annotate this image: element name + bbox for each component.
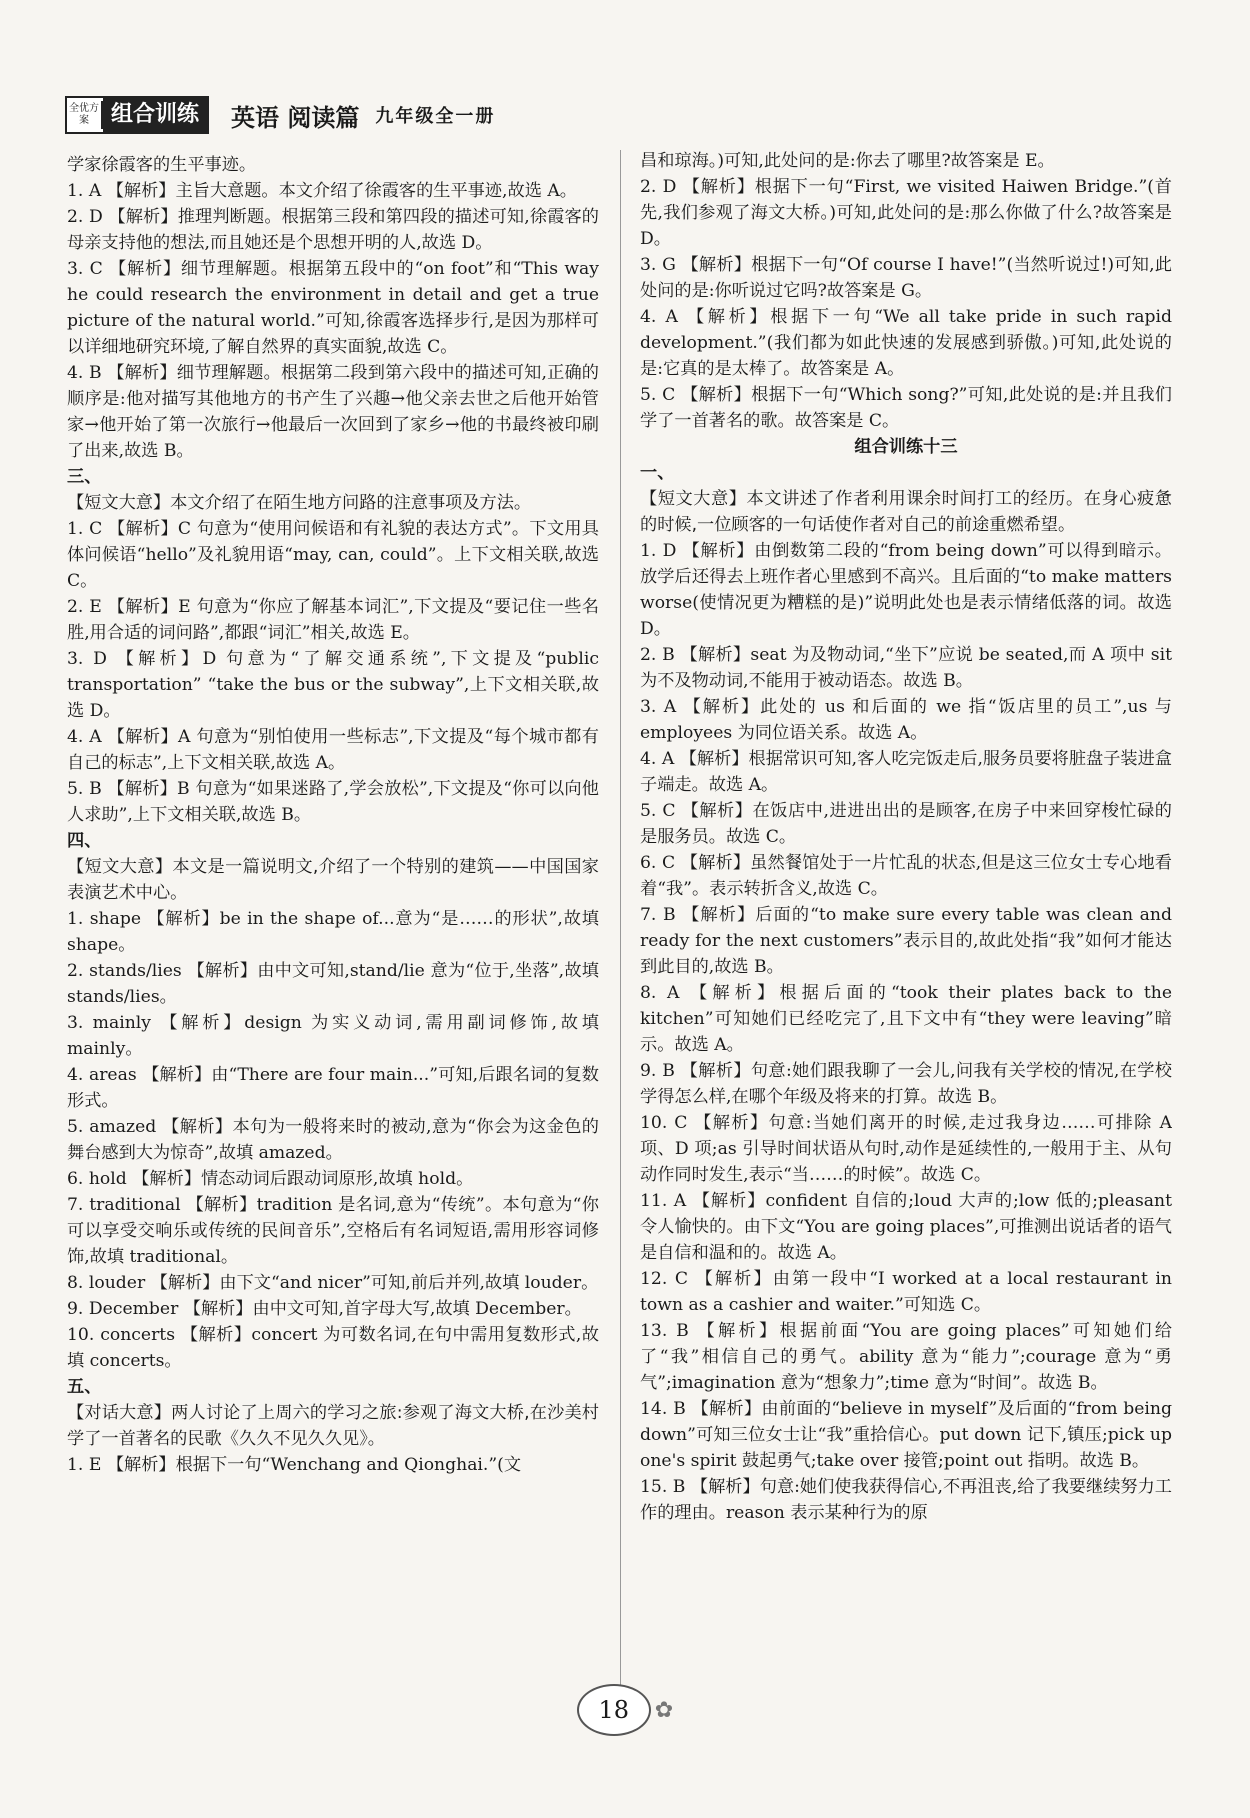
answer-item: 3. mainly 【解析】design 为实义动词,需用副词修饰,故填 mainly。 [67,1013,599,1059]
answer-item: 4. A 【解析】A 句意为“别怕使用一些标志”,下文提及“每个城市都有自己的标志”,上下文相关联,故选 A。 [67,727,599,773]
subject-title: 英语 阅读篇 [231,103,360,132]
answer-item: 3. C 【解析】细节理解题。根据第五段中的“on foot”和“This way he could research the environment in detail and get a true picture of the natural world.”可知,徐霞客选择步行,是因为那样可以详细地研究环境,了解自然界的真实面貌,故选 C。 [67,259,599,357]
answer-item: 7. B 【解析】后面的“to make sure every table was clean and ready for the next customers”表示目的,故此处指“我”如何才能达到此目的,故选 B。 [640,905,1172,977]
answer-item: 3. D 【解析】D 句意为“了解交通系统”,下文提及“public transportation” “take the bus or the subway”,上下文相关联,故选 D。 [67,649,599,721]
section-heading: 四、 [67,831,102,851]
answer-item: 9. B 【解析】句意:她们跟我聊了一会儿,问我有关学校的情况,在学校学得怎么样,在哪个年级及将来的打算。故选 B。 [640,1061,1172,1107]
answer-item: 8. louder 【解析】由下文“and nicer”可知,前后并列,故填 louder。 [67,1273,599,1293]
answer-item: 4. A 【解析】根据常识可知,客人吃完饭走后,服务员要将脏盘子装进盒子端走。故选 A。 [640,749,1172,795]
answer-item: 13. B 【解析】根据前面“You are going places”可知她们给了“我”相信自己的勇气。ability 意为“能力”;courage 意为“勇气”;imagination 意为“想象力”;time 意为“时间”。故选 B。 [640,1321,1172,1393]
answer-item: 5. C 【解析】根据下一句“Which song?”可知,此处说的是:并且我们学了一首著名的歌。故答案是 C。 [640,385,1172,431]
answer-item: 1. shape 【解析】be in the shape of...意为“是……的形状”,故填 shape。 [67,909,599,955]
answer-item: 6. C 【解析】虽然餐馆处于一片忙乱的状态,但是这三位女士专心地看着“我”。表示转折含义,故选 C。 [640,853,1172,899]
page-header [65,95,625,135]
right-column [640,148,1172,1678]
answer-item: 1. D 【解析】由倒数第二段的“from being down”可以得到暗示。放学后还得去上班作者心里感到不高兴。且后面的“to make matters worse(使情况更为糟糕的是)”说明此处也是表示情绪低落的词。故选 D。 [640,541,1172,639]
answer-item: 1. C 【解析】C 句意为“使用问候语和有礼貌的表达方式”。下文用具体问候语“hello”及礼貌用语“may, can, could”。上下文相关联,故选 C。 [67,519,599,591]
brand-logo [65,96,209,134]
column-divider [620,150,621,1685]
answer-item: 5. amazed 【解析】本句为一般将来时的被动,意为“你会为这金色的舞台感到大为惊奇”,故填 amazed。 [67,1117,599,1163]
brand-main-label: 组合训练 [103,98,207,132]
answer-item: 5. B 【解析】B 句意为“如果迷路了,学会放松”,下文提及“你可以向他人求助”,上下文相关联,故选 B。 [67,779,599,825]
answer-item: 12. C 【解析】由第一段中“I worked at a local restaurant in town as a cashier and waiter.”可知选 C。 [640,1269,1172,1315]
brand-small-label: 全优方案 [67,101,103,129]
page-number: 18 [577,1684,651,1736]
answer-item: 15. B 【解析】句意:她们使我获得信心,不再沮丧,给了我要继续努力工作的理由。reason 表示某种行为的原 [640,1477,1172,1523]
section-heading: 三、 [67,467,102,487]
answer-item: 6. hold 【解析】情态动词后跟动词原形,故填 hold。 [67,1169,474,1189]
answer-item: 1. A 【解析】主旨大意题。本文介绍了徐霞客的生平事迹,故选 A。 [67,181,577,201]
grade-label: 九年级全一册 [375,106,496,127]
answer-item: 3. A 【解析】此处的 us 和后面的 we 指“饭店里的员工”,us 与 employees 为同位语关系。故选 A。 [640,697,1172,743]
answer-item: 1. E 【解析】根据下一句“Wenchang and Qionghai.”(文 [67,1455,522,1475]
answer-item: 2. B 【解析】seat 为及物动词,“坐下”应说 be seated,而 A 项中 sit 为不及物动词,不能用于被动语态。故选 B。 [640,645,1172,691]
answer-item: 10. C 【解析】句意:当她们离开的时候,走过我身边……可排除 A 项、D 项;as 引导时间状语从句时,动作是延续性的,一般用于主、从句动作同时发生,表示“当……的时候”。故选 C。 [640,1113,1172,1185]
answer-item: 3. G 【解析】根据下一句“Of course I have!”(当然听说过!)可知,此处问的是:你听说过它吗?故答案是 G。 [640,255,1172,301]
summary-text: 【对话大意】两人讨论了上周六的学习之旅:参观了海文大桥,在沙美村学了一首著名的民歌《久久不见久久见》。 [67,1403,599,1449]
summary-text: 【短文大意】本文讲述了作者利用课余时间打工的经历。在身心疲惫的时候,一位顾客的一句话使作者对自己的前途重燃希望。 [640,489,1172,535]
unit-heading: 组合训练十三 [854,437,958,457]
summary-text: 【短文大意】本文介绍了在陌生地方问路的注意事项及方法。 [67,493,532,513]
answer-item: 5. C 【解析】在饭店中,进进出出的是顾客,在房子中来回穿梭忙碌的是服务员。故选 C。 [640,801,1172,847]
answer-item: 9. December 【解析】由中文可知,首字母大写,故填 December。 [67,1299,582,1319]
answer-item: 2. stands/lies 【解析】由中文可知,stand/lie 意为“位于,坐落”,故填 stands/lies。 [67,961,599,1007]
section-heading: 五、 [67,1377,102,1397]
answer-item: 2. D 【解析】推理判断题。根据第三段和第四段的描述可知,徐霞客的母亲支持他的想法,而且她还是个思想开明的人,故选 D。 [67,207,599,253]
answer-item: 8. A 【解析】根据后面的“took their plates back to the kitchen”可知她们已经吃完了,且下文中有“they were leaving”暗示。故选 A。 [640,983,1172,1055]
answer-item: 2. D 【解析】根据下一句“First, we visited Haiwen Bridge.”(首先,我们参观了海文大桥。)可知,此处问的是:那么你做了什么?故答案是 D。 [640,177,1172,249]
answer-item: 4. A 【解析】根据下一句“We all take pride in such rapid development.”(我们都为如此快速的发展感到骄傲。)可知,此处说的是:它真的是太棒了。故答案是 A。 [640,307,1172,379]
summary-text: 【短文大意】本文是一篇说明文,介绍了一个特别的建筑——中国国家表演艺术中心。 [67,857,599,903]
page-footer [560,1680,690,1740]
answer-item: 2. E 【解析】E 句意为“你应了解基本词汇”,下文提及“要记住一些名胜,用合适的词问路”,都跟“词汇”相关,故选 E。 [67,597,599,643]
answer-item: 昌和琼海。)可知,此处问的是:你去了哪里?故答案是 E。 [640,151,1055,171]
answer-item: 11. A 【解析】confident 自信的;loud 大声的;low 低的;pleasant 令人愉快的。由下文“You are going places”,可推测出说话者的语气是自信和温和的。故选 A。 [640,1191,1172,1263]
left-column [67,152,599,1682]
answer-item: 4. B 【解析】细节理解题。根据第二段到第六段中的描述可知,正确的顺序是:他对描写其他地方的书产生了兴趣→他父亲去世之后他开始管家→他开始了第一次旅行→他最后一次回到了家乡→他的书最终被印刷了出来,故选 B。 [67,363,599,461]
text-line: 学家徐霞客的生平事迹。 [67,155,257,175]
answer-item: 10. concerts 【解析】concert 为可数名词,在句中需用复数形式,故填 concerts。 [67,1325,599,1371]
answer-item: 4. areas 【解析】由“There are four main...”可知,后跟名词的复数形式。 [67,1065,599,1111]
answer-item: 14. B 【解析】由前面的“believe in myself”及后面的“from being down”可知三位女士让“我”重拾信心。put down 记下,镇压;pick up one's spirit 鼓起勇气;take over 接管;point out 指明。故选 B。 [640,1399,1172,1471]
answer-item: 7. traditional 【解析】tradition 是名词,意为“传统”。本句意为“你可以享受交响乐或传统的民间音乐”,空格后有名词短语,需用形容词修饰,故填 traditional。 [67,1195,599,1267]
flower-ornament-icon: ✿ [654,1697,674,1723]
section-heading: 一、 [640,463,675,483]
